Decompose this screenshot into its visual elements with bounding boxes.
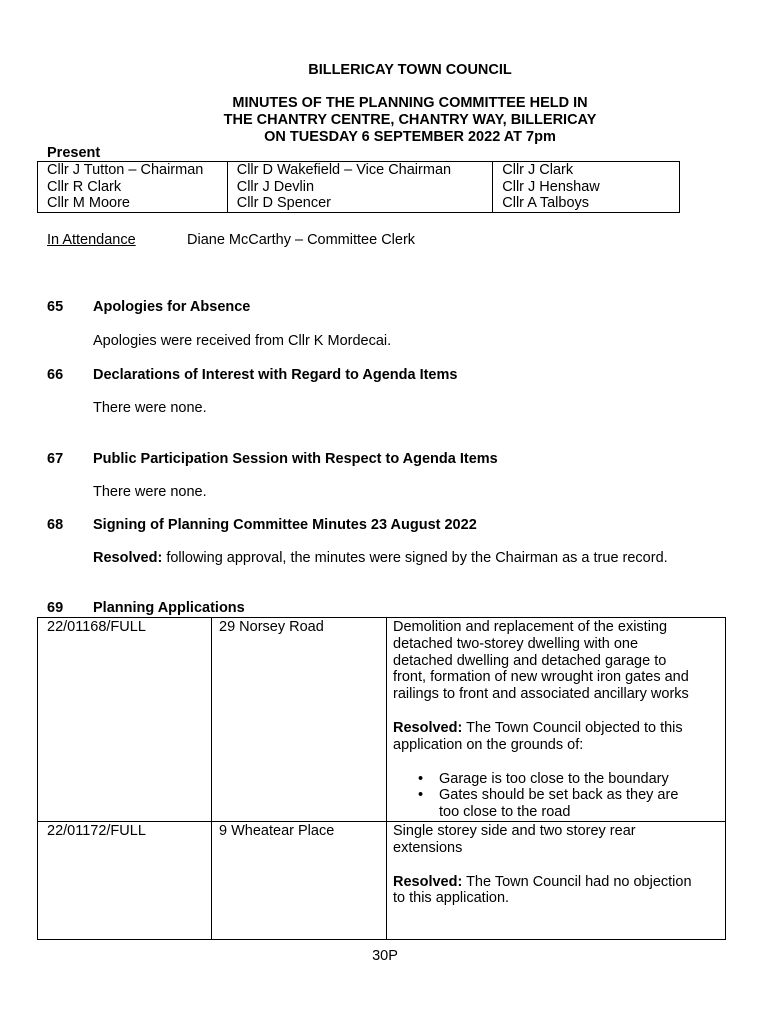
attendance-label: In Attendance	[47, 232, 136, 248]
item-text: Apologies were received from Cllr K Mordecai.	[93, 333, 392, 349]
present-cell: Cllr M Moore	[38, 195, 228, 212]
list-item: • Garage is too close to the boundary	[393, 771, 703, 788]
description-line: detached two-storey dwelling with one	[393, 635, 639, 652]
application-ref: 22/01168/FULL	[47, 619, 146, 635]
row-divider	[38, 821, 725, 822]
council-name: BILLERICAY TOWN COUNCIL	[308, 62, 512, 78]
objection-list	[393, 771, 703, 821]
item-number: 65	[47, 299, 64, 315]
column-divider	[211, 618, 212, 939]
resolution-line	[393, 720, 723, 737]
present-cell: Cllr A Talboys	[493, 195, 680, 212]
present-cell: Cllr J Tutton – Chairman	[38, 162, 228, 179]
description-line: railings to front and associated ancillary works	[393, 686, 689, 703]
resolution-text: following approval, the minutes were signed by the Chairman as a true record.	[162, 550, 668, 566]
resolved-label: Resolved:	[393, 719, 463, 736]
item-text: There were none.	[93, 400, 207, 416]
item-heading: Declarations of Interest with Regard to Agenda Items	[93, 367, 458, 383]
item-number: 66	[47, 367, 64, 383]
present-cell: Cllr D Wakefield – Vice Chairman	[227, 162, 493, 179]
resolution-text: The Town Council had no objection	[462, 873, 692, 890]
present-cell: Cllr J Devlin	[227, 179, 493, 196]
item-heading: Public Participation Session with Respect to Agenda Items	[93, 451, 498, 467]
minutes-title-line-1: MINUTES OF THE PLANNING COMMITTEE HELD IN	[232, 95, 588, 111]
column-divider	[386, 618, 387, 939]
present-cell: Cllr R Clark	[38, 179, 228, 196]
item-heading: Signing of Planning Committee Minutes 23 August 2022	[93, 517, 477, 533]
resolution-line: to this application.	[393, 890, 510, 907]
present-cell: Cllr J Henshaw	[493, 179, 680, 196]
present-row	[38, 195, 680, 212]
description-line: Demolition and replacement of the existing	[393, 619, 668, 635]
item-number: 67	[47, 451, 64, 467]
description-line: detached dwelling and detached garage to	[393, 652, 667, 669]
resolution-line: application on the grounds of:	[393, 736, 584, 753]
item-text: There were none.	[93, 484, 207, 500]
application-ref: 22/01172/FULL	[47, 823, 146, 839]
present-cell: Cllr D Spencer	[227, 195, 493, 212]
item-heading: Planning Applications	[93, 600, 245, 616]
application-details	[393, 619, 723, 821]
present-cell: Cllr J Clark	[493, 162, 680, 179]
minutes-title-line-3: ON TUESDAY 6 SEPTEMBER 2022 AT 7pm	[264, 129, 556, 145]
item-heading: Apologies for Absence	[93, 299, 251, 315]
present-row	[38, 162, 680, 179]
application-address: 29 Norsey Road	[219, 619, 324, 635]
present-label: Present	[47, 145, 101, 161]
item-resolution	[93, 550, 668, 566]
resolved-label: Resolved:	[393, 873, 463, 890]
resolution-text: The Town Council objected to this	[462, 719, 683, 736]
resolution-line	[393, 874, 723, 891]
item-number: 69	[47, 600, 64, 616]
attendance-value: Diane McCarthy – Committee Clerk	[187, 232, 416, 248]
applications-table	[37, 617, 726, 940]
list-item: • Gates should be set back as they are too close to the road	[393, 787, 701, 821]
present-row	[38, 179, 680, 196]
page-number: 30P	[372, 948, 398, 964]
description-line: Single storey side and two storey rear	[393, 823, 636, 839]
description-line: front, formation of new wrought iron gates and	[393, 669, 689, 686]
resolved-label: Resolved:	[93, 550, 163, 566]
item-number: 68	[47, 517, 64, 533]
minutes-title-line-2: THE CHANTRY CENTRE, CHANTRY WAY, BILLERICAY	[223, 112, 597, 128]
present-table	[37, 161, 680, 213]
application-address: 9 Wheatear Place	[219, 823, 335, 839]
application-details	[393, 823, 723, 907]
description-line: extensions	[393, 839, 463, 856]
